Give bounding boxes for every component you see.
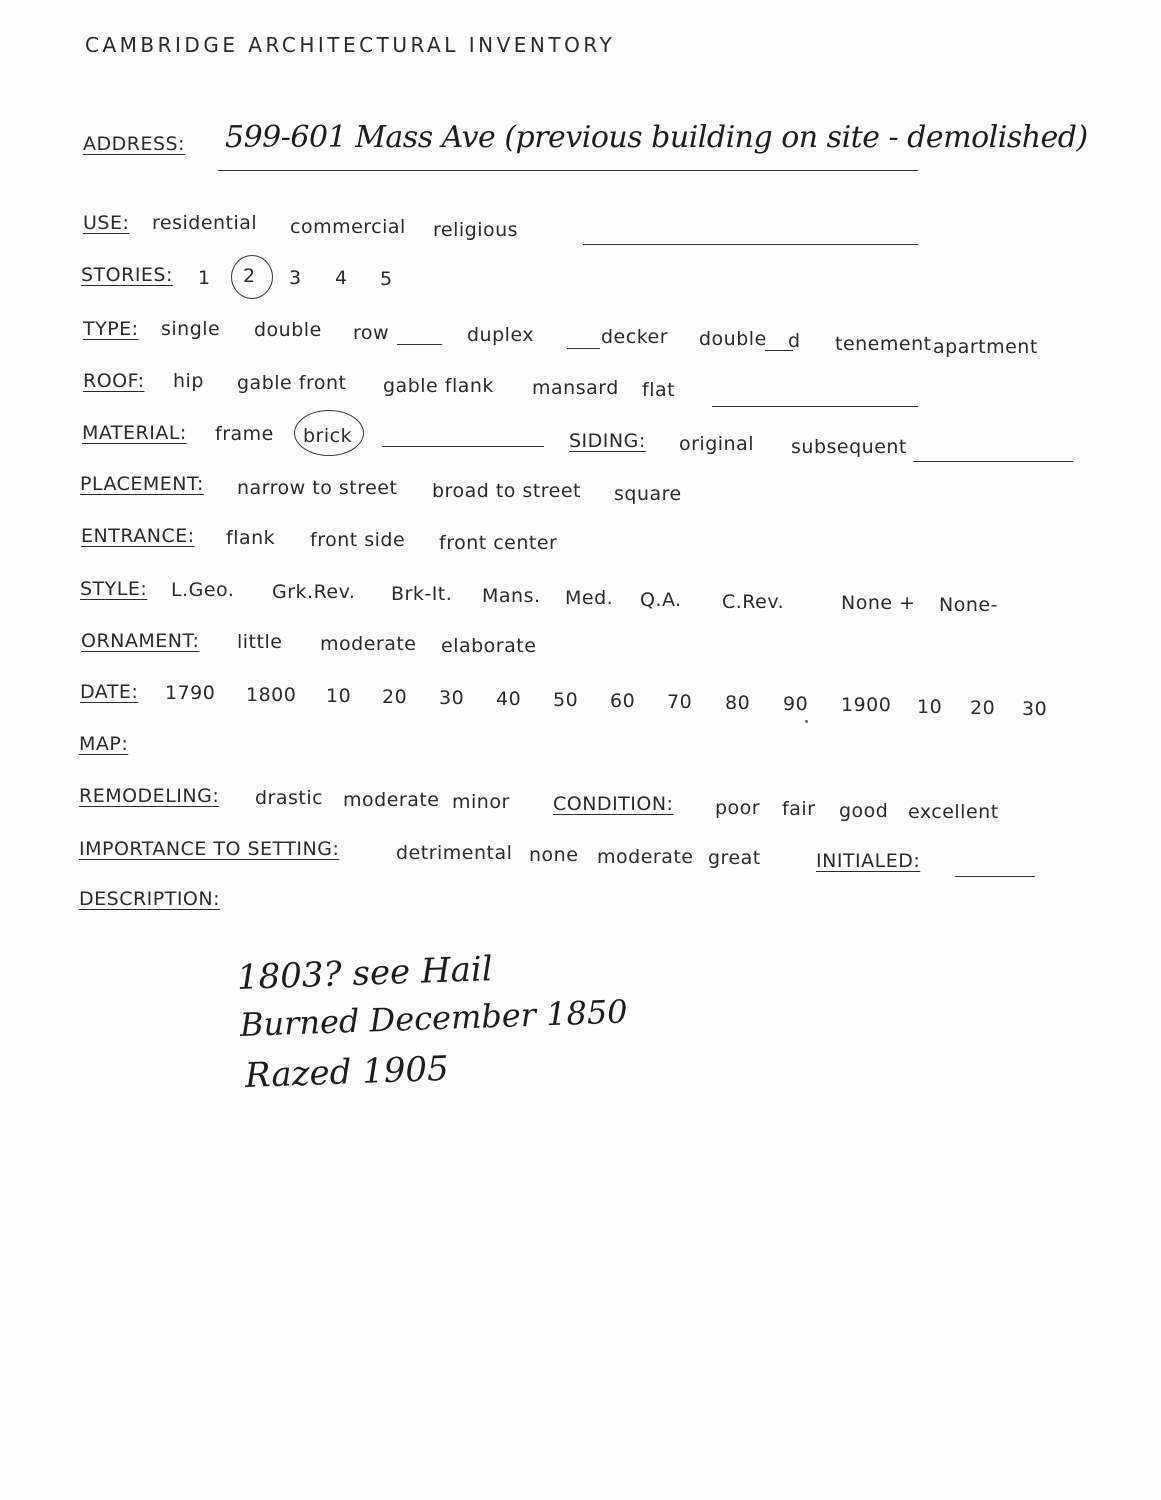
date-option-70: 70: [667, 691, 693, 713]
placement-option-square: square: [614, 483, 682, 505]
roof-label: ROOF:: [83, 370, 145, 392]
stories-option-1: 1: [198, 267, 211, 289]
date-option-40: 40: [496, 688, 522, 710]
placement-label: PLACEMENT:: [80, 473, 204, 495]
importance-option-great: great: [708, 847, 761, 869]
material-other-line: [382, 446, 544, 447]
date-option-1930: 30: [1022, 698, 1048, 720]
roof-option-flat: flat: [642, 379, 676, 401]
material-label: MATERIAL:: [82, 422, 187, 444]
type-option-single: single: [161, 318, 221, 340]
date-option-80: 80: [725, 692, 751, 714]
roof-option-hip: hip: [173, 370, 204, 392]
roof-option-gable-front: gable front: [237, 372, 347, 394]
condition-option-fair: fair: [782, 798, 816, 820]
ornament-option-elaborate: elaborate: [441, 635, 537, 657]
importance-option-moderate: moderate: [597, 846, 694, 868]
date-option-60: 60: [610, 690, 636, 712]
description-line-2: Burned December 1850: [239, 992, 629, 1044]
address-handwritten-value: 599-601 Mass Ave (previous building on site - demolished): [225, 120, 1088, 155]
siding-option-original: original: [679, 433, 755, 455]
roof-option-gable-flank: gable flank: [383, 375, 494, 397]
form-title: CAMBRIDGE ARCHITECTURAL INVENTORY: [85, 33, 616, 57]
roof-other-line: [712, 406, 918, 407]
entrance-option-flank: flank: [226, 527, 276, 549]
style-option-brkit: Brk-It.: [391, 583, 453, 605]
importance-option-detrimental: detrimental: [396, 842, 513, 864]
type-option-d: d: [788, 330, 801, 352]
remodeling-label: REMODELING:: [79, 785, 220, 807]
stories-option-4: 4: [335, 267, 348, 289]
remodeling-option-minor: minor: [452, 791, 510, 813]
type-decker-line: [567, 348, 600, 349]
stories-option-3: 3: [289, 267, 302, 289]
material-selected-circle: [294, 410, 364, 456]
date-option-1800: 1800: [246, 684, 297, 706]
stories-option-2: 2: [243, 265, 256, 287]
entrance-option-front-center: front center: [439, 532, 558, 554]
condition-option-poor: poor: [715, 797, 761, 819]
address-line: [218, 170, 918, 171]
date-option-90: 90: [783, 693, 809, 715]
ornament-option-little: little: [237, 631, 283, 653]
date-option-50: 50: [553, 689, 579, 711]
use-option-residential: residential: [152, 212, 258, 234]
type-option-double: double: [254, 319, 322, 341]
siding-other-line: [913, 461, 1073, 462]
date-option-1910: 10: [917, 696, 943, 718]
material-option-frame: frame: [215, 423, 274, 445]
style-option-crev: C.Rev.: [722, 591, 785, 613]
stories-label: STORIES:: [81, 264, 173, 286]
style-option-qa: Q.A.: [640, 589, 682, 611]
entrance-label: ENTRANCE:: [81, 525, 195, 547]
date-label: DATE:: [80, 681, 139, 703]
placement-option-narrow: narrow to street: [237, 477, 398, 499]
siding-option-subsequent: subsequent: [791, 436, 907, 458]
roof-option-mansard: mansard: [532, 377, 619, 399]
date-option-1900: 1900: [841, 694, 892, 716]
importance-option-none: none: [529, 844, 579, 866]
date-option-20: 20: [382, 686, 408, 708]
style-option-lgeo: L.Geo.: [171, 579, 235, 601]
date-option-10: 10: [326, 685, 352, 707]
type-option-double-d: double: [699, 328, 767, 350]
type-option-apartment: apartment: [933, 336, 1038, 358]
ornament-option-moderate: moderate: [320, 633, 417, 655]
siding-label: SIDING:: [569, 430, 646, 452]
style-option-grkrev: Grk.Rev.: [272, 581, 356, 603]
ornament-label: ORNAMENT:: [81, 630, 200, 652]
condition-option-good: good: [839, 800, 889, 822]
type-label: TYPE:: [83, 318, 139, 340]
remodeling-option-drastic: drastic: [255, 787, 324, 809]
date-option-1790: 1790: [165, 682, 216, 704]
material-option-brick: brick: [303, 425, 353, 447]
style-option-none-minus: None-: [939, 594, 998, 616]
type-option-duplex: duplex: [467, 324, 535, 346]
type-option-decker: decker: [601, 326, 669, 348]
use-option-religious: religious: [433, 219, 519, 241]
description-label: DESCRIPTION:: [79, 888, 221, 910]
stories-option-5: 5: [380, 268, 393, 290]
style-option-none-plus: None +: [841, 592, 916, 614]
map-label: MAP:: [79, 733, 129, 755]
entrance-option-front-side: front side: [310, 529, 406, 551]
placement-option-broad: broad to street: [432, 480, 582, 502]
style-option-med: Med.: [565, 587, 614, 609]
initialed-line: [955, 876, 1035, 877]
type-option-row: row: [353, 322, 390, 344]
condition-option-excellent: excellent: [908, 801, 999, 823]
condition-label: CONDITION:: [553, 793, 674, 815]
address-label: ADDRESS:: [83, 133, 185, 155]
style-option-mans: Mans.: [482, 585, 541, 607]
description-line-1: 1803? see Hail: [236, 949, 494, 998]
date-option-1920: 20: [970, 697, 996, 719]
style-label: STYLE:: [80, 578, 148, 600]
importance-label: IMPORTANCE TO SETTING:: [79, 838, 340, 860]
use-option-commercial: commercial: [290, 216, 406, 238]
stories-selected-circle: [231, 255, 273, 299]
description-line-3: Razed 1905: [244, 1048, 450, 1096]
remodeling-option-moderate: moderate: [343, 789, 440, 811]
initialed-label: INITIALED:: [816, 850, 921, 872]
date-option-30: 30: [439, 687, 465, 709]
type-row-line: [397, 344, 442, 345]
pencil-dot: [805, 720, 808, 723]
use-label: USE:: [83, 212, 130, 234]
type-option-tenement: tenement: [835, 333, 932, 355]
use-other-line: [583, 244, 918, 245]
